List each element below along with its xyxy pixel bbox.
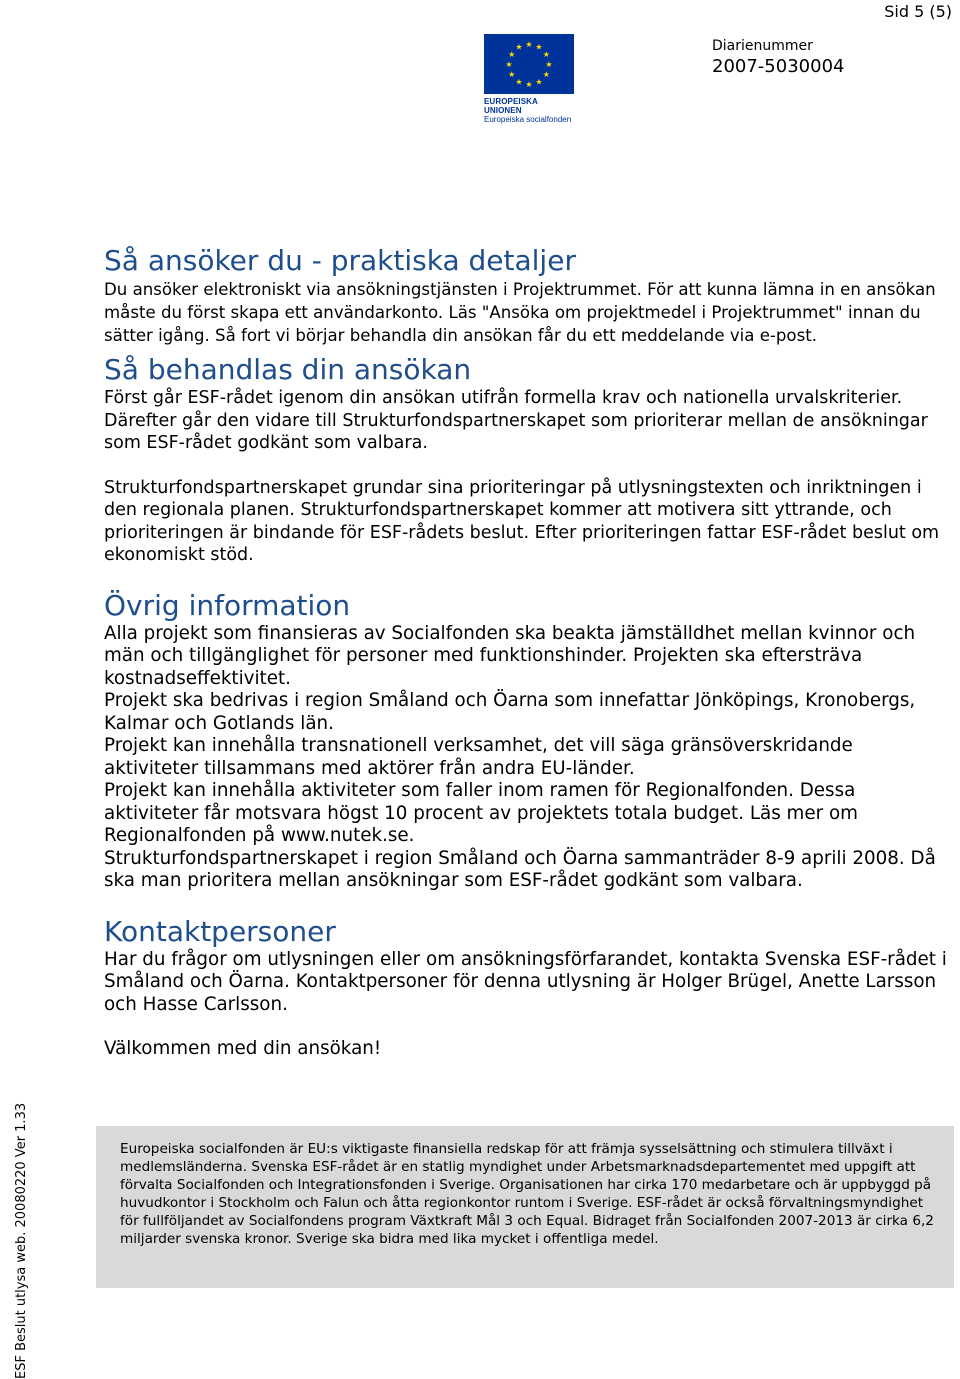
section-heading: Så ansöker du - praktiska detaljer — [104, 244, 576, 277]
star-icon: ★ — [508, 50, 516, 59]
star-icon: ★ — [525, 40, 533, 49]
paragraph: Strukturfondspartnerskapet grundar sina prioriteringar på utlysningstexten och inriktningen i den regionala planen. Strukturfondspartnerskapet kommer att motivera sitt yttrande, och prioriteringen är bindande för ESF-rådets beslut. Efter prioriteringen fattar ESF-rådet beslut om ekonomiskt stöd. — [104, 477, 940, 565]
star-icon: ★ — [542, 50, 550, 59]
eu-flag-icon — [484, 34, 574, 94]
paragraph: Välkommen med din ansökan! — [104, 1038, 382, 1059]
paragraph: Först går ESF-rådet igenom din ansökan utifrån formella krav och nationella urvalskriterier. Därefter går den vidare till Strukturfondspartnerskapet som prioriterar mellan de ansökningar som ESF-rådet godkänt som valbara. — [104, 388, 928, 453]
logo-line2: Europeiska socialfonden — [484, 115, 572, 124]
document-version-label: ESF Beslut utlysa web. 20080220 Ver 1.33 — [14, 1102, 29, 1379]
section-heading: Kontaktpersoner — [104, 914, 336, 948]
star-icon: ★ — [542, 70, 550, 79]
paragraph: Projekt kan innehålla transnationell verksamhet, det vill säga gränsöverskridande aktiviteter tillsammans med aktörer från andra EU-länder. — [104, 735, 853, 779]
paragraph: Projekt ska bedrivas i region Småland och Öarna som innefattar Jönköpings, Kronobergs, Kalmar och Gotlands län. — [104, 690, 916, 734]
section-heading: Så behandlas din ansökan — [104, 353, 472, 386]
star-icon: ★ — [515, 77, 523, 87]
main-content — [104, 244, 950, 1061]
footer-info-box — [96, 1126, 954, 1288]
star-icon: ★ — [508, 70, 516, 79]
star-icon: ★ — [505, 60, 513, 69]
logo-line1: EUROPEISKA UNIONEN — [484, 97, 538, 115]
footer-text: Europeiska socialfonden är EU:s viktigaste finansiella redskap för att främja sysselsättning och stimulera tillväxt i medlemsländerna. Svenska ESF-rådet är en statlig myndighet under Arbetsmarknadsdepartementet med uppgift att förvalta Socialfonden och Integrationsfonden i Sverige. Organisationen har cirka 170 medarbetare och är uppbyggd på huvudkontor i Stockholm och Falun och åtta regionkontor runtom i Sverige. ESF-rådet är också förvaltningsmyndighet för fullföljandet av Socialfondens program Växtkraft Mål 3 och Equal. Bidraget från Socialfonden 2007-2013 är cirka 6,2 miljarder svenska kronor. Sverige ska bidra med lika mycket i offentliga medel. — [120, 1141, 934, 1247]
star-icon: ★ — [515, 42, 523, 52]
diary-label: Diarienummer — [712, 38, 813, 54]
section-heading: Övrig information — [104, 588, 351, 622]
paragraph: Alla projekt som finansieras av Socialfonden ska beakta jämställdhet mellan kvinnor och män och tillgänglighet för personer med funktionshinder. Projekten ska eftersträva kostnadseffektivitet. — [104, 622, 916, 689]
eu-esf-logo — [484, 34, 576, 124]
star-icon: ★ — [545, 60, 553, 69]
diary-block — [712, 38, 844, 77]
page-number: Sid 5 (5) — [884, 2, 952, 21]
paragraph: Du ansöker elektroniskt via ansökningstjänsten i Projektrummet. För att kunna lämna in en ansökan måste du först skapa ett användarkonto. Läs "Ansöka om projektmedel i Projektrummet" innan du sätter igång. Så fort vi börjar behandla din ansökan får du ett meddelande via e-post. — [104, 280, 936, 345]
star-icon: ★ — [535, 42, 543, 52]
star-icon: ★ — [525, 80, 533, 89]
paragraph: Har du frågor om utlysningen eller om ansökningsförfarandet, kontakta Svenska ESF-rådet i Småland och Öarna. Kontaktpersoner för denna utlysning är Holger Brügel, Anette Larsson och Hasse Carlsson. — [104, 948, 947, 1015]
diary-number: 2007-5030004 — [712, 56, 845, 77]
paragraph: Strukturfondspartnerskapet i region Småland och Öarna sammanträder 8-9 aprili 2008. Då ska man prioritera mellan ansökningar som ESF-rådet godkänt som valbara. — [104, 847, 936, 891]
star-icon: ★ — [535, 77, 543, 87]
paragraph: Projekt kan innehålla aktiviteter som faller inom ramen för Regionalfonden. Dessa aktiviteter får motsvara högst 10 procent av projektets totala budget. Läs mer om Regionalfonden på www.nutek.se. — [104, 780, 858, 846]
